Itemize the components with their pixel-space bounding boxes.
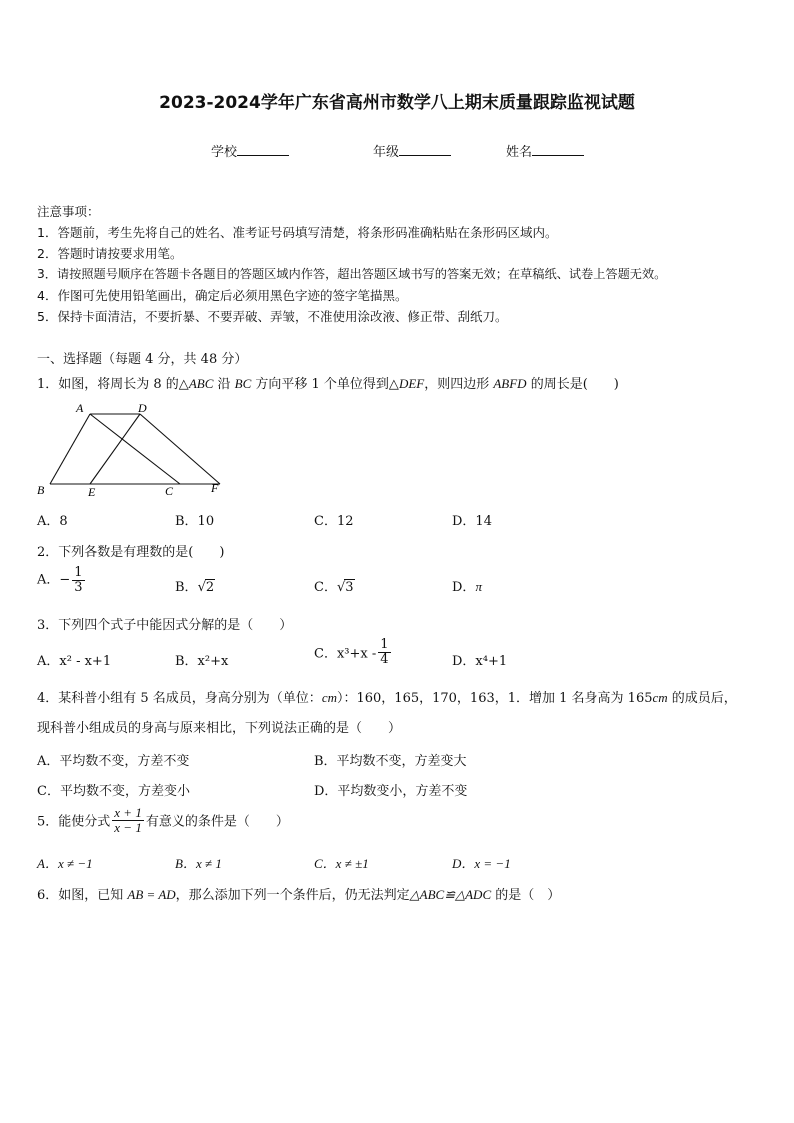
question-6-stem: 6．如图，已知 AB = AD，那么添加下列一个条件后，仍无法判定△ABC≌△ADC 的是（ ） (37, 887, 561, 903)
q5-option-c[interactable]: C．x ≠ ±1 (314, 856, 369, 871)
label-b: B (37, 483, 45, 497)
label-d: D (138, 401, 147, 415)
question-4-stem: 4．某科普小组有 5 名成员，身高分别为（单位：cm）：160，165，170，163，1．增加 1 名身高为 165cm 的成员后， (37, 690, 737, 706)
q3-option-b[interactable]: B．x²+x (175, 654, 229, 669)
q1-option-c[interactable]: C．12 (314, 514, 354, 529)
q3-option-c[interactable]: C．x³+x - $\frac{1}{4}$ (314, 637, 389, 667)
note-item: 5．保持卡面清洁，不要折暴、不要弄破、弄皱，不准使用涂改液、修正带、刮纸刀。 (37, 309, 508, 324)
page-title: 2023-2024学年广东省高州市数学八上期末质量跟踪监视试题 (159, 93, 635, 113)
q3-option-d[interactable]: D．x⁴+1 (452, 654, 508, 669)
q1-option-d[interactable]: D．14 (452, 514, 492, 529)
q4-option-a[interactable]: A．平均数不变，方差不变 (37, 754, 190, 769)
label-f: F (211, 481, 219, 495)
q3-option-a[interactable]: A．x² - x+1 (37, 654, 112, 669)
q2-option-a[interactable]: A．− $\frac{1}{3}$ (37, 565, 83, 595)
note-item: 4．作图可先使用铅笔画出，确定后必须用黑色字迹的签字笔描黑。 (37, 288, 408, 303)
note-item: 1．答题前，考生先将自己的姓名、准考证号码填写清楚，将条形码准确粘贴在条形码区域内。 (37, 225, 558, 240)
q4-option-d[interactable]: D．平均数变小，方差不变 (314, 784, 468, 799)
grade-blank[interactable] (399, 142, 451, 156)
school-blank[interactable] (237, 142, 289, 156)
q4-option-b[interactable]: B．平均数不变，方差变大 (314, 754, 467, 769)
q2-option-c[interactable]: C．√3 (314, 580, 354, 595)
q5-option-a[interactable]: A．x ≠ −1 (37, 856, 93, 871)
q5-option-d[interactable]: D．x = −1 (452, 856, 511, 871)
notes-heading: 注意事项： (37, 204, 100, 219)
grade-field[interactable] (373, 141, 451, 160)
q5-option-b[interactable]: B．x ≠ 1 (175, 856, 222, 871)
question-5-stem: 5．能使分式 $\frac{x + 1}{x - 1}$ 有意义的条件是（ ） (37, 805, 289, 835)
name-field[interactable] (506, 141, 584, 160)
question-3-stem: 3．下列四个式子中能因式分解的是（ ） (37, 618, 293, 633)
sqrt-icon: √ (197, 580, 206, 595)
q4-option-c[interactable]: C．平均数不变，方差变小 (37, 784, 190, 799)
question-2-stem: 2．下列各数是有理数的是( ) (37, 545, 225, 560)
note-item: 2．答题时请按要求用笔。 (37, 246, 183, 261)
sqrt-icon: √ (336, 580, 346, 595)
label-a: A (76, 401, 84, 415)
q1-option-b[interactable]: B．10 (175, 514, 215, 529)
label-c: C (165, 484, 174, 498)
question-4-stem-line2: 现科普小组成员的身高与原来相比，下列说法正确的是（ ） (37, 721, 402, 736)
label-e: E (88, 485, 96, 499)
q1-figure (34, 398, 224, 502)
name-label: 姓名 (506, 145, 533, 160)
section-heading: 一、选择题（每题 4 分，共 48 分） (37, 352, 248, 367)
question-1-stem: 1．如图，将周长为 8 的△ABC 沿 BC 方向平移 1 个单位得到△DEF，则四边形 ABFD 的周长是( ) (37, 376, 619, 392)
q2-option-d[interactable]: D．π (452, 579, 482, 595)
q2-option-b[interactable]: B．√2 (175, 580, 215, 595)
school-label: 学校 (211, 145, 238, 160)
name-blank[interactable] (532, 142, 584, 156)
school-field[interactable] (211, 141, 289, 160)
q1-option-a[interactable]: A．8 (37, 514, 68, 529)
grade-label: 年级 (373, 145, 400, 160)
note-item: 3．请按照题号顺序在答题卡各题目的答题区域内作答，超出答题区域书写的答案无效；在草稿纸、试卷上答题无效。 (37, 267, 667, 281)
